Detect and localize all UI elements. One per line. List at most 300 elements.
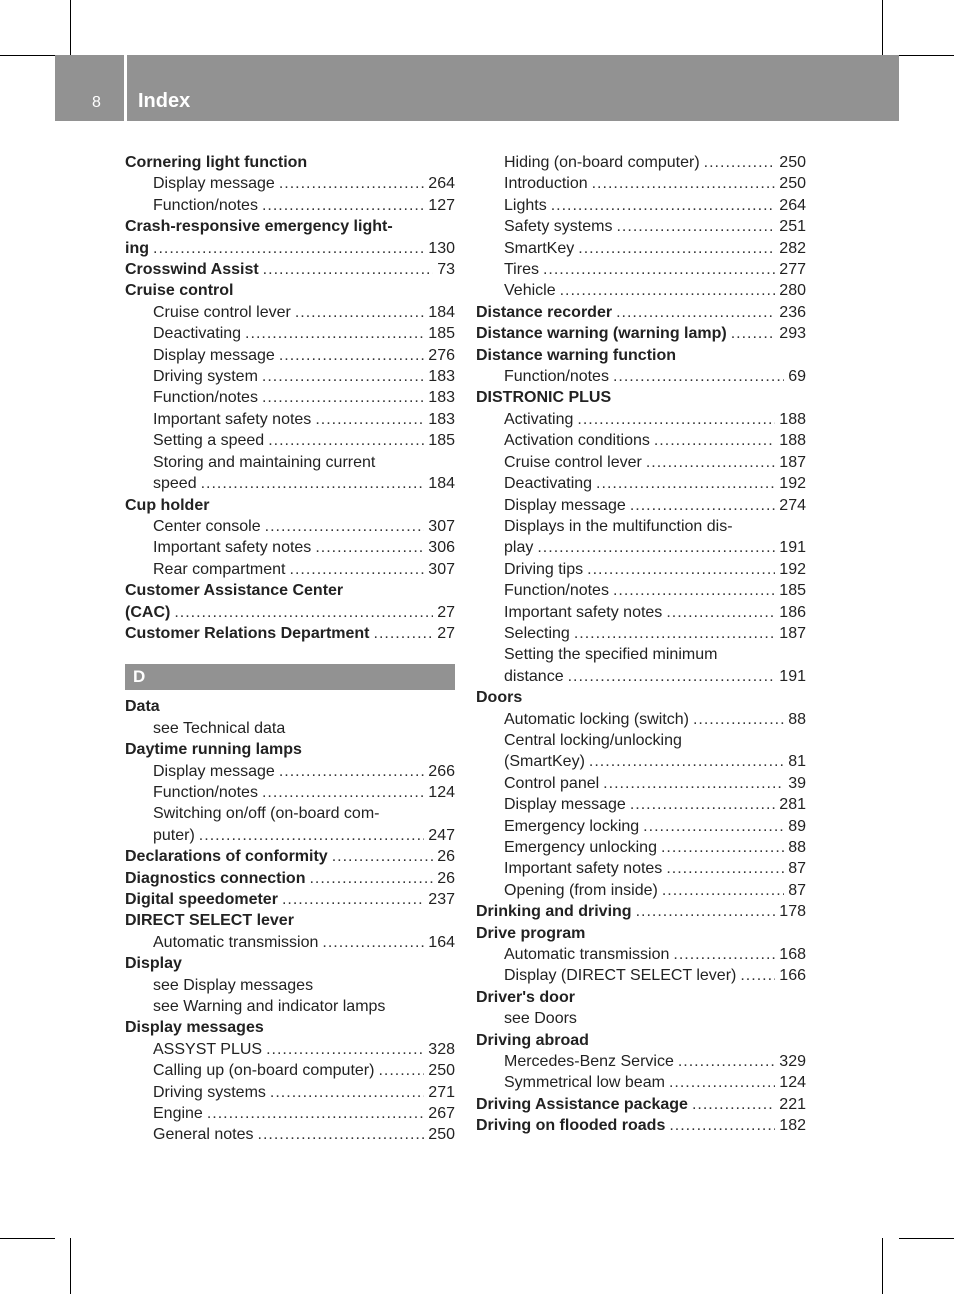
index-subentry [125, 345, 455, 366]
page-ref: 164 [428, 933, 455, 951]
index-subentry [476, 259, 806, 280]
index-subentry [476, 837, 806, 858]
dot-leader [692, 1094, 775, 1115]
page-ref: 186 [779, 603, 806, 621]
index-subentry [125, 387, 455, 408]
entry-text: Symmetrical low beam [504, 1074, 665, 1092]
page-ref: 27 [437, 624, 455, 642]
index-entry [125, 152, 455, 173]
entry-text: Switching on/off (on-board com- [153, 805, 380, 823]
page-ref: 184 [428, 303, 455, 321]
index-entry [476, 323, 806, 344]
entry-text: Cup holder [125, 496, 210, 514]
page-ref: 185 [428, 325, 455, 343]
page-ref: 329 [779, 1053, 806, 1071]
index-subentry [476, 537, 806, 558]
dot-leader [654, 430, 775, 451]
page-ref: 183 [428, 389, 455, 407]
page-ref: 191 [779, 667, 806, 685]
index-entry [125, 495, 455, 516]
page-ref: 127 [428, 196, 455, 214]
entry-text: Drive program [476, 924, 586, 942]
entry-text: Driver's door [476, 988, 575, 1006]
index-subentry [476, 858, 806, 879]
page-ref: 271 [428, 1083, 455, 1101]
dot-leader [201, 473, 425, 494]
index-entry [125, 910, 455, 931]
page-ref: 187 [779, 624, 806, 642]
index-subentry [125, 366, 455, 387]
index-subentry [125, 1060, 455, 1081]
page-ref: 69 [788, 368, 806, 386]
index-subentry [476, 880, 806, 901]
index-subentry [476, 495, 806, 516]
page-ref: 81 [788, 753, 806, 771]
entry-text: Displays in the multifunction dis- [504, 517, 733, 535]
dot-leader [616, 216, 775, 237]
entry-text: DIRECT SELECT lever [125, 912, 294, 930]
page-ref: 73 [437, 261, 455, 279]
index-entry [125, 623, 455, 644]
dot-leader [673, 944, 775, 965]
index-entry [125, 953, 455, 974]
index-subentry [125, 761, 455, 782]
page-ref: 250 [779, 175, 806, 193]
dot-leader [332, 846, 434, 867]
entry-text: Digital speedometer [125, 891, 278, 908]
entry-text: Mercedes-Benz Service [504, 1053, 674, 1071]
index-subentry [125, 409, 455, 430]
entry-text: Display (DIRECT SELECT lever) [504, 967, 737, 985]
entry-text: Engine [153, 1105, 203, 1123]
entry-text: Doors [476, 689, 523, 707]
page-ref: 192 [779, 560, 806, 578]
dot-leader [245, 323, 424, 344]
index-subentry [476, 152, 806, 173]
page-ref: 188 [779, 432, 806, 450]
entry-text: Distance warning function [476, 346, 677, 364]
dot-leader [578, 238, 775, 259]
index-subentry [476, 816, 806, 837]
index-subentry [476, 1008, 806, 1029]
index-subentry [476, 559, 806, 580]
index-subentry [476, 1072, 806, 1093]
page-ref: 27 [437, 603, 455, 621]
dot-leader [537, 537, 775, 558]
entry-text: Tires [504, 261, 539, 279]
index-subentry [125, 452, 455, 473]
index-subentry [476, 173, 806, 194]
dot-leader [661, 837, 784, 858]
index-subentry [125, 173, 455, 194]
index-column-right [476, 152, 806, 1137]
dot-leader [551, 195, 776, 216]
index-subentry [476, 709, 806, 730]
entry-text: Driving abroad [476, 1031, 589, 1049]
index-subentry [476, 516, 806, 537]
index-subentry [125, 996, 455, 1017]
entry-text: Data [125, 698, 160, 716]
entry-text: Daytime running lamps [125, 741, 302, 759]
page-ref: 267 [428, 1105, 455, 1123]
entry-text: Important safety notes [153, 410, 312, 428]
page-ref: 88 [788, 710, 806, 728]
entry-text: ing [125, 239, 149, 257]
page-ref: 166 [779, 967, 806, 985]
index-subentry [125, 537, 455, 558]
entry-text: Center console [153, 517, 261, 535]
dot-leader [587, 559, 775, 580]
entry-text: Emergency unlocking [504, 839, 657, 856]
page-ref: 264 [779, 196, 806, 214]
index-entry [476, 1094, 806, 1115]
index-entry [476, 387, 806, 408]
entry-text: Important safety notes [504, 860, 663, 878]
index-entry [476, 901, 806, 922]
dot-leader [262, 387, 424, 408]
letter-heading: D [125, 664, 455, 690]
entry-text: Driving tips [504, 560, 584, 578]
dot-leader [596, 473, 775, 494]
index-subentry [125, 782, 455, 803]
index-entry [125, 580, 455, 601]
dot-leader [704, 152, 776, 173]
dot-leader [613, 366, 784, 387]
entry-text: Cornering light function [125, 154, 308, 171]
index-subentry [476, 644, 806, 665]
entry-text: Cruise control [125, 282, 234, 300]
entry-text: Drinking and driving [476, 903, 632, 921]
entry-text: Automatic transmission [153, 933, 319, 951]
page-ref: 26 [437, 869, 455, 887]
page-ref: 124 [779, 1074, 806, 1092]
entry-text: Setting a speed [153, 432, 265, 450]
index-subentry [125, 718, 455, 739]
page-ref: 178 [779, 903, 806, 921]
entry-text: Customer Assistance Center [125, 582, 344, 600]
index-entry [476, 687, 806, 708]
page-ref: 221 [779, 1095, 806, 1113]
page-ref: 282 [779, 239, 806, 257]
dot-leader [295, 302, 424, 323]
index-subentry [125, 323, 455, 344]
index-subentry [476, 623, 806, 644]
index-subentry [125, 1103, 455, 1124]
entry-text: Distance warning (warning lamp) [476, 325, 727, 343]
dot-leader [669, 1072, 775, 1093]
entry-text: Automatic locking (switch) [504, 710, 689, 728]
page-ref: 251 [779, 218, 806, 236]
index-subentry [125, 195, 455, 216]
page-ref: 168 [779, 946, 806, 964]
entry-text: see Doors [504, 1010, 577, 1028]
entry-text: see Warning and indicator lamps [153, 998, 386, 1016]
entry-text: Display messages [125, 1019, 264, 1037]
page-ref: 89 [788, 817, 806, 835]
index-subentry [125, 1082, 455, 1103]
entry-text: Crash-responsive emergency light- [125, 218, 393, 236]
dot-leader [258, 1124, 425, 1145]
dot-leader [666, 602, 775, 623]
index-subentry [125, 302, 455, 323]
dot-leader [315, 409, 424, 430]
dot-leader [279, 761, 424, 782]
page-ref: 188 [779, 410, 806, 428]
dot-leader [270, 1082, 424, 1103]
entry-text: Activation conditions [504, 432, 650, 450]
page-ref: 277 [779, 261, 806, 279]
index-subentry [125, 825, 455, 846]
dot-leader [265, 516, 425, 537]
index-entry [476, 987, 806, 1008]
dot-leader [669, 1115, 775, 1136]
entry-text: Deactivating [153, 325, 242, 343]
page-ref: 250 [779, 154, 806, 171]
entry-text: Vehicle [504, 282, 556, 300]
dot-leader [666, 858, 784, 879]
entry-text: Display message [504, 796, 626, 814]
index-subentry [476, 280, 806, 301]
entry-text: see Display messages [153, 976, 314, 994]
dot-leader [592, 173, 776, 194]
index-entry [125, 259, 455, 280]
entry-text: speed [153, 475, 197, 493]
entry-text: SmartKey [504, 239, 575, 257]
dot-leader [543, 259, 775, 280]
page-ref: 192 [779, 475, 806, 493]
page-ref: 274 [779, 496, 806, 514]
page-ref: 87 [788, 881, 806, 899]
page-ref: 306 [428, 539, 455, 557]
entry-text: distance [504, 667, 564, 685]
dot-leader [662, 880, 784, 901]
entry-text: see Technical data [153, 719, 286, 737]
entry-text: Control panel [504, 774, 600, 792]
entry-text: Display message [153, 762, 275, 780]
page-ref: 293 [779, 325, 806, 343]
entry-text: Driving systems [153, 1083, 266, 1101]
dot-leader [630, 794, 775, 815]
index-subentry [125, 1124, 455, 1145]
index-subentry [476, 366, 806, 387]
entry-text: Activating [504, 410, 574, 428]
page-ref: 88 [788, 839, 806, 856]
entry-text: Driving on flooded roads [476, 1117, 666, 1135]
entry-text: Customer Relations Department [125, 624, 370, 642]
header-divider [124, 55, 127, 121]
page-ref: 182 [779, 1117, 806, 1135]
index-entry [125, 238, 455, 259]
entry-text: Function/notes [504, 368, 609, 386]
crop-mark [882, 1238, 883, 1294]
page-ref: 236 [779, 303, 806, 321]
entry-text: Automatic transmission [504, 946, 670, 964]
dot-leader [603, 773, 784, 794]
entry-text: (SmartKey) [504, 753, 585, 771]
entry-text: Introduction [504, 175, 588, 193]
page-ref: 307 [428, 517, 455, 535]
dot-leader [643, 816, 784, 837]
dot-leader [263, 259, 434, 280]
page-ref: 250 [428, 1062, 455, 1080]
page-ref: 250 [428, 1126, 455, 1144]
index-subentry [125, 932, 455, 953]
index-subentry [476, 965, 806, 986]
entry-text: Function/notes [153, 196, 258, 214]
page-ref: 183 [428, 368, 455, 386]
page-ref: 276 [428, 346, 455, 364]
page-ref: 185 [428, 432, 455, 450]
entry-text: Declarations of conformity [125, 848, 328, 866]
dot-leader [309, 868, 433, 889]
entry-text: Deactivating [504, 475, 593, 493]
dot-leader [374, 623, 434, 644]
page-ref: 247 [428, 826, 455, 844]
index-entry [476, 302, 806, 323]
index-subentry [476, 773, 806, 794]
index-subentry [476, 216, 806, 237]
dot-leader [613, 580, 775, 601]
dot-leader [153, 238, 424, 259]
index-subentry [476, 730, 806, 751]
index-subentry [476, 195, 806, 216]
index-subentry [476, 794, 806, 815]
dot-leader [322, 932, 424, 953]
dot-leader [199, 825, 425, 846]
entry-text: Important safety notes [504, 603, 663, 621]
crop-mark [70, 1238, 71, 1294]
page-ref: 130 [428, 239, 455, 257]
index-entry [125, 868, 455, 889]
entry-text: Calling up (on-board computer) [153, 1062, 375, 1080]
entry-text: Rear compartment [153, 560, 286, 578]
index-entry [476, 345, 806, 366]
dot-leader [636, 901, 776, 922]
page-ref: 191 [779, 539, 806, 557]
entry-text: Selecting [504, 624, 570, 642]
index-entry [476, 923, 806, 944]
page-ref: 184 [428, 475, 455, 493]
crop-mark [882, 0, 883, 55]
index-subentry [476, 580, 806, 601]
index-subentry [125, 559, 455, 580]
dot-leader [616, 302, 775, 323]
dot-leader [574, 623, 775, 644]
index-subentry [125, 516, 455, 537]
page-ref: 281 [779, 796, 806, 814]
dot-leader [207, 1103, 424, 1124]
entry-text: puter) [153, 826, 195, 844]
page-ref: 280 [779, 282, 806, 300]
crop-mark [0, 1238, 55, 1239]
dot-leader [266, 1039, 424, 1060]
index-entry [476, 1115, 806, 1136]
dot-leader [646, 452, 775, 473]
dot-leader [577, 409, 775, 430]
index-subentry [476, 944, 806, 965]
index-entry [476, 1030, 806, 1051]
page-number: 8 [92, 94, 101, 111]
dot-leader [279, 173, 424, 194]
page-ref: 87 [788, 860, 806, 878]
crop-mark [70, 0, 71, 55]
entry-text: Display [125, 955, 182, 973]
index-entry [125, 280, 455, 301]
entry-text: Display message [504, 496, 626, 514]
entry-text: Cruise control lever [504, 453, 642, 471]
page-ref: 307 [428, 560, 455, 578]
entry-text: Function/notes [153, 783, 258, 801]
dot-leader [693, 709, 784, 730]
dot-leader [731, 323, 776, 344]
index-entry [125, 216, 455, 237]
index-subentry [125, 473, 455, 494]
dot-leader [740, 965, 775, 986]
page-ref: 328 [428, 1040, 455, 1058]
entry-text: Hiding (on-board computer) [504, 154, 700, 171]
dot-leader [174, 602, 433, 623]
index-subentry [476, 1051, 806, 1072]
dot-leader [315, 537, 424, 558]
crop-mark [899, 55, 954, 56]
index-subentry [476, 666, 806, 687]
index-subentry [125, 975, 455, 996]
dot-leader [290, 559, 425, 580]
index-subentry [125, 1039, 455, 1060]
entry-text: Important safety notes [153, 539, 312, 557]
page-ref: 185 [779, 582, 806, 600]
index-entry [125, 739, 455, 760]
index-column-left [125, 152, 455, 1146]
dot-leader [678, 1051, 775, 1072]
page-ref: 187 [779, 453, 806, 471]
page-ref: 39 [788, 774, 806, 792]
dot-leader [378, 1060, 424, 1081]
entry-text: Central locking/unlocking [504, 731, 682, 749]
dot-leader [262, 782, 424, 803]
index-entry [125, 846, 455, 867]
entry-text: Display message [153, 175, 275, 193]
page-ref: 266 [428, 762, 455, 780]
index-subentry [125, 803, 455, 824]
index-subentry [125, 430, 455, 451]
index-entry [125, 696, 455, 717]
entry-text: play [504, 539, 534, 557]
crop-mark [0, 55, 55, 56]
entry-text: Driving system [153, 368, 258, 386]
index-subentry [476, 602, 806, 623]
page-ref: 124 [428, 783, 455, 801]
entry-text: Display message [153, 346, 275, 364]
entry-text: General notes [153, 1126, 254, 1144]
dot-leader [282, 889, 424, 910]
dot-leader [279, 345, 424, 366]
index-subentry [476, 430, 806, 451]
dot-leader [268, 430, 424, 451]
index-entry [125, 602, 455, 623]
entry-text: Safety systems [504, 218, 613, 236]
entry-text: Cruise control lever [153, 303, 291, 321]
index-subentry [476, 473, 806, 494]
index-subentry [476, 238, 806, 259]
index-entry [125, 1017, 455, 1038]
entry-text: Opening (from inside) [504, 881, 658, 899]
page-ref: 237 [428, 891, 455, 908]
index-entry [125, 889, 455, 910]
page-ref: 183 [428, 410, 455, 428]
crop-mark [899, 1238, 954, 1239]
entry-text: Driving Assistance package [476, 1095, 688, 1113]
